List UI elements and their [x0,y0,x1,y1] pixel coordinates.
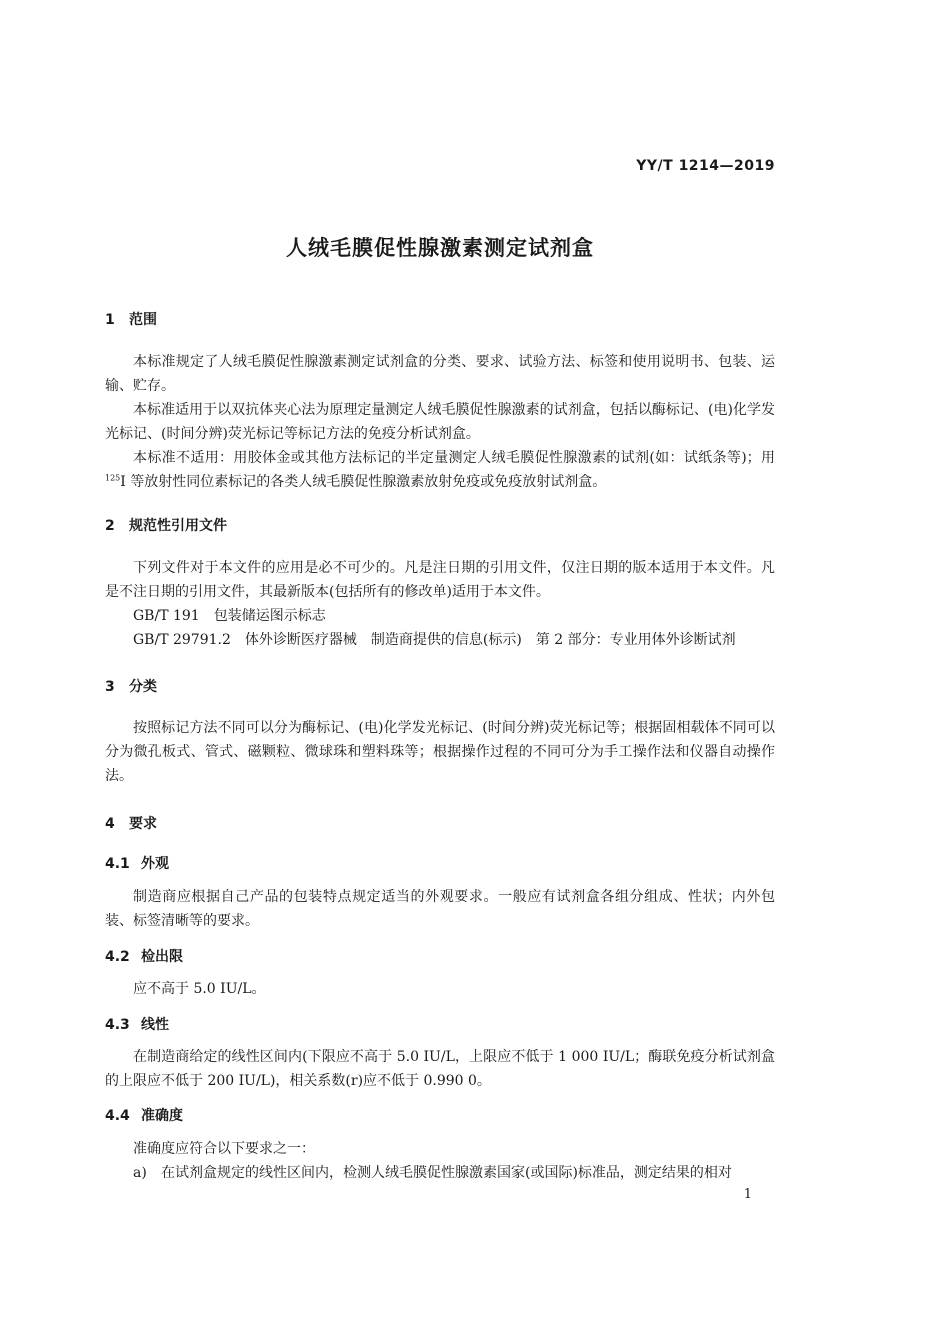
section-number: 1 [105,312,115,328]
section-4-1-heading [105,853,169,873]
section-4-2-paragraph: 应不高于 5.0 IU/L。 [133,981,266,997]
section-title: 范围 [129,312,157,328]
section-1-paragraph-3 [105,446,775,494]
section-1-paragraph-2: 本标准适用于以双抗体夹心法为原理定量测定人绒毛膜促性腺激素的试剂盒，包括以酶标记、(电)化学发光标记、(时间分辨)荧光标记等标记方法的免疫分析试剂盒。 [105,402,775,442]
section-title: 规范性引用文件 [129,518,227,534]
standard-code: YY/T 1214—2019 [636,158,775,174]
list-item-a [133,1161,775,1185]
reference-gb-t-29791-2: GB/T 29791.2 体外诊断医疗器械 制造商提供的信息(标示) 第 2 部分：专业用体外诊断试剂 [133,632,736,648]
section-title: 外观 [141,856,169,872]
section-4-4-heading [105,1105,183,1125]
section-4-4-paragraph: 准确度应符合以下要求之一： [133,1141,315,1157]
section-title: 准确度 [141,1108,183,1124]
list-item-label: a) [133,1165,147,1181]
isotope-superscript: 125 [105,473,121,483]
section-2-heading [105,515,227,535]
section-4-heading [105,813,157,833]
section-number: 3 [105,679,115,695]
section-3-heading [105,676,157,696]
section-title: 线性 [141,1017,169,1033]
section-1-heading [105,309,157,329]
section-title: 检出限 [141,949,183,965]
section-number: 4 [105,816,115,832]
section-title: 分类 [129,679,157,695]
section-number: 4.3 [105,1017,130,1033]
reference-gb-t-191: GB/T 191 包装储运图示标志 [133,608,326,624]
section-number: 4.1 [105,856,130,872]
section-number: 2 [105,518,115,534]
section-number: 4.4 [105,1108,130,1124]
document-title: 人绒毛膜促性腺激素测定试剂盒 [286,236,594,260]
section-4-3-heading [105,1014,169,1034]
paragraph-text: 本标准不适用：用胶体金或其他方法标记的半定量测定人绒毛膜促性腺激素的试剂(如：试纸条等)；用 [133,450,775,466]
section-1-paragraph-1: 本标准规定了人绒毛膜促性腺激素测定试剂盒的分类、要求、试验方法、标签和使用说明书、包装、运输、贮存。 [105,354,775,394]
section-number: 4.2 [105,949,130,965]
section-3-paragraph-1: 按照标记方法不同可以分为酶标记、(电)化学发光标记、(时间分辨)荧光标记等；根据固相载体不同可以分为微孔板式、管式、磁颗粒、微球珠和塑料珠等；根据操作过程的不同可分为手工操作法和仪器自动操作法。 [105,720,775,784]
section-4-2-heading [105,946,183,966]
page-number: 1 [743,1187,752,1202]
section-4-3-paragraph: 在制造商给定的线性区间内(下限应不高于 5.0 IU/L，上限应不低于 1 000 IU/L；酶联免疫分析试剂盒的上限应不低于 200 IU/L)，相关系数(r)应不低于 0.990 0。 [105,1049,775,1089]
section-title: 要求 [129,816,157,832]
section-4-1-paragraph: 制造商应根据自己产品的包装特点规定适当的外观要求。一般应有试剂盒各组分组成、性状；内外包装、标签清晰等的要求。 [105,889,775,929]
section-2-paragraph-1: 下列文件对于本文件的应用是必不可少的。凡是注日期的引用文件，仅注日期的版本适用于本文件。凡是不注日期的引用文件，其最新版本(包括所有的修改单)适用于本文件。 [105,560,775,600]
paragraph-text: I 等放射性同位素标记的各类人绒毛膜促性腺激素放射免疫或免疫放射试剂盒。 [120,474,607,490]
list-item-text: 在试剂盒规定的线性区间内，检测人绒毛膜促性腺激素国家(或国际)标准品，测定结果的相对 [161,1165,732,1181]
